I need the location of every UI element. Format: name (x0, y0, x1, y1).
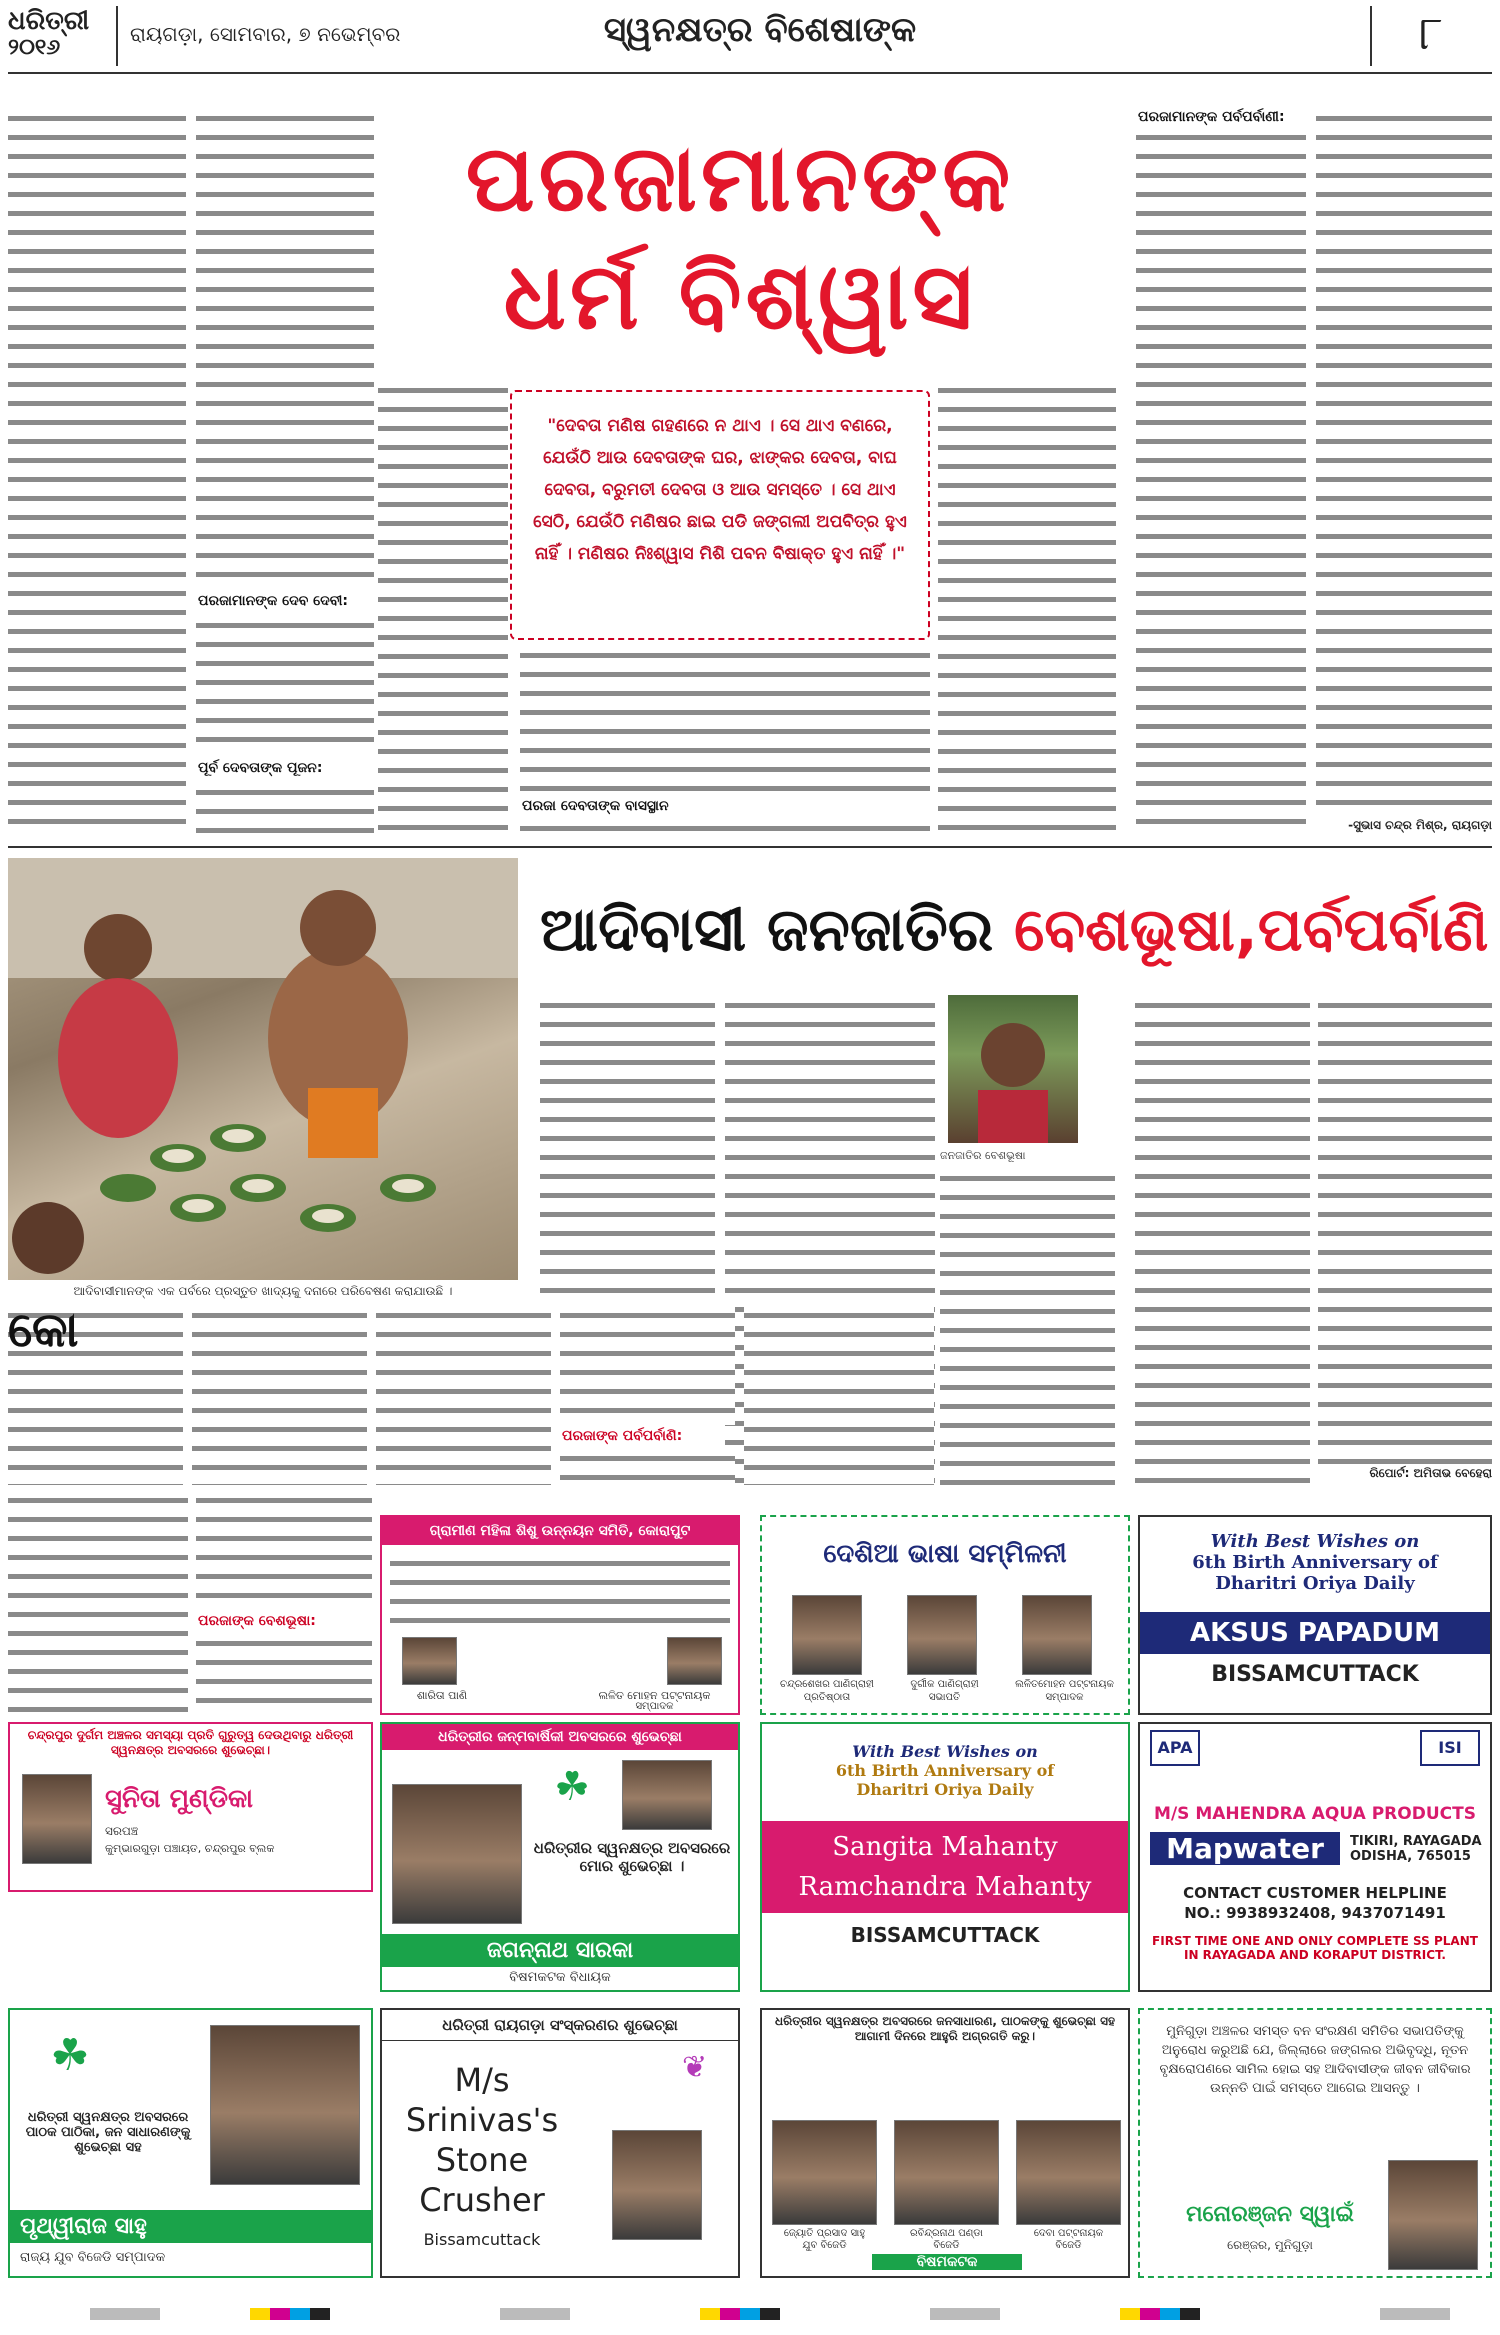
ad6-wishes-1: With Best Wishes on (852, 1742, 1038, 1761)
ad8-role: ରାଜ୍ୟ ଯୁବ ବିଜେଡି ସମ୍ପାଦକ (20, 2250, 166, 2265)
ad1-title: ଗ୍ରାମୀଣ ମହିଳା ଶିଶୁ ଉନ୍ନୟନ ସମିତି, କୋରାପୁଟ (382, 1517, 738, 1545)
article2-column-8 (376, 1305, 551, 1485)
subhead: ପରଜାମାନଙ୍କ ଦେବ ଦେବୀ: (198, 593, 348, 609)
ad10-header: ଧରିତ୍ରୀର ସ୍ୱନକ୍ଷତ୍ର ଅବସରରେ ଜନସାଧାରଣ, ପାଠକଙ୍କୁ ଶୁଭେଚ୍ଛା ସହ ଆଗାମୀ ଦିନରେ ଆହୁରି ଅଗ୍ରଗତି କରୁ। (774, 2014, 1115, 2043)
text-lines (196, 1633, 372, 1713)
article1-headline (350, 120, 1130, 356)
feast-photo (8, 858, 518, 1280)
girl-illustration (948, 995, 1078, 1143)
article2-column-5 (1318, 995, 1492, 1465)
ad2-photo-3 (1022, 1595, 1092, 1675)
ad2-photo-2 (907, 1595, 977, 1675)
text-lines (1136, 127, 1306, 837)
ad-aksus-papadum (1138, 1515, 1492, 1715)
headline-part-2: ବେଶଭୂଷା,ପର୍ବପର୍ବାଣି (1014, 895, 1489, 965)
ad10-p2-name: ରବିନ୍ଦ୍ରନାଥ ପଣ୍ଡା (910, 2228, 983, 2239)
gray-swatch (930, 2308, 1000, 2320)
text-lines (196, 1490, 372, 1610)
ad-srinivas-stone-crusher (380, 2008, 740, 2278)
ad8-photo (210, 2025, 360, 2185)
conch-logo-icon: ☘ (554, 1764, 590, 1810)
text-lines (520, 645, 930, 795)
ad10-p1-role: ଯୁବ ବିଜେଡି (802, 2240, 847, 2251)
tribal-girl-photo (948, 995, 1078, 1143)
ad10-photo-2 (894, 2120, 999, 2225)
ad2-photo-1 (792, 1595, 862, 1675)
ad-mahendra-aqua (1138, 1722, 1492, 1992)
ad4-role: ସରପଞ୍ଚ (105, 1824, 139, 1838)
text-lines (196, 615, 374, 755)
ad2-p2-name: ଦୁର୍ଗୀକ ପାଣିଗ୍ରାହୀ (910, 1679, 979, 1690)
ad5-leader-photo (622, 1760, 712, 1830)
ad9-company-3: Stone (435, 2141, 529, 2179)
subhead: ପରଜାଙ୍କ ବେଶଭୂଷା: (198, 1613, 316, 1629)
ad9-header: ଧରିତ୍ରୀ ରାୟଗଡ଼ା ସଂସ୍କରଣର ଶୁଭେଚ୍ଛା (382, 2010, 738, 2041)
ad3-wishes-3: Dharitri Oriya Daily (1215, 1573, 1415, 1594)
ad5-role: ବିଷମକଟକ ବିଧାୟକ (509, 1970, 611, 1985)
gray-swatch (500, 2308, 570, 2320)
ad10-p3-name: ଦେବା ପଟ୍ଟନାୟକ (1033, 2228, 1104, 2239)
article2-column-10 (744, 1305, 934, 1485)
ad2-p3-role: ସମ୍ପାଦକ (1045, 1692, 1084, 1703)
ad-sunita-mundika (8, 1722, 373, 1892)
text-lines (540, 995, 715, 1295)
ad7-company: M/S MAHENDRA AQUA PRODUCTS (1154, 1804, 1476, 1824)
article2-byline: ରିପୋର୍ଟ: ଅମିତାଭ ବେହେରା (1369, 1466, 1492, 1480)
article2-column-9 (560, 1305, 735, 1485)
article1-column-6 (1136, 108, 1306, 838)
gray-swatch (90, 2308, 160, 2320)
ad1-role-right: ସମ୍ପାଦକ (635, 1701, 674, 1712)
ad6-name-1: Sangita Mahanty (832, 1832, 1058, 1862)
logo-year: ୨୦୧୬ (8, 35, 61, 60)
ad10-p3-role: ବିଜେଡି (1055, 2240, 1082, 2251)
ad9-photo (612, 2130, 702, 2240)
text-lines (744, 1305, 934, 1485)
ad2-p3-name: ଲଳିତମୋହନ ପଟ୍ଟନାୟକ (1015, 1679, 1114, 1690)
ad4-header: ଚନ୍ଦ୍ରପୁର ଦୁର୍ଗମ ଅଞ୍ଚଳର ସମସ୍ୟା ପ୍ରତି ଗୁରୁତ୍ୱ ଦେଉଥିବାରୁ ଧରିତ୍ରୀ ସ୍ୱନକ୍ଷତ୍ର ଅବସରରେ ଶୁଭେଚ୍ଛା। (27, 1728, 354, 1757)
ad7-address: TIKIRI, RAYAGADA ODISHA, 765015 (1350, 1834, 1482, 1864)
ad11-name: ମନୋରଞ୍ଜନ ସ୍ୱାଇଁ (1186, 2202, 1354, 2227)
text-lines (8, 1490, 188, 1715)
pull-quote: "ଦେବତା ମଣିଷ ଗହଣରେ ନ ଥାଏ । ସେ ଥାଏ ବଣରେ, ଯେଉଁଠି ଆଉ ଦେବତାଙ୍କ ଘର, ଝାଙ୍କର ଦେବତା, ବାଘ ଦେବତା, ବରୁମତୀ ଦେବତା ଓ ଆଉ ସମସ୍ତେ । ସେ ଥାଏ ସେଠି, ଯେଉଁଠି ମଣିଷର ଛାଇ ପଡି ଜଙ୍ଗଲୀ ଅପବିତ୍ର ହୁଏ ନାହିଁ । ମଣିଷର ନିଃଶ୍ୱାସ ମିଶି ପବନ ବିଷାକ୍ତ ହୁଏ ନାହିଁ ।" (510, 390, 930, 640)
ad10-photo-1 (772, 2120, 877, 2225)
butterfly-icon: ❦ (682, 2050, 708, 2085)
article1-column-7 (1316, 108, 1492, 818)
article2-column-12 (196, 1490, 372, 1715)
text-lines (192, 1305, 367, 1485)
ad1-text-lines (390, 1553, 730, 1623)
article1-column-1 (8, 108, 186, 838)
text-lines (1135, 995, 1310, 1485)
ad-deshia-language-conference (760, 1515, 1130, 1715)
ad2-title: ଦେଶିଆ ଭାଷା ସମ୍ମିଳନୀ (823, 1539, 1067, 1569)
ad11-role: ରେଞ୍ଜର, ମୁନିଗୁଡ଼ା (1227, 2238, 1313, 2252)
ad-bijadi-wishes (760, 2008, 1130, 2278)
ad5-photo (392, 1784, 522, 1924)
ad6-wishes-2: 6th Birth Anniversary of (835, 1761, 1055, 1780)
ad5-message: ଧରିତ୍ରୀର ସ୍ୱନକ୍ଷତ୍ର ଅବସରରେ ମୋର ଶୁଭେଚ୍ଛା । (533, 1839, 731, 1875)
article1-column-3 (378, 380, 508, 838)
ad5-name: ଜଗନ୍ନାଥ ସାରକା (382, 1934, 738, 1967)
text-lines (520, 818, 930, 838)
headline-part-1: ଆଦିବାସୀ ଜନଜାତିର (540, 895, 994, 965)
date-line: ରାୟଗଡ଼ା, ସୋମବାର, ୭ ନଭେମ୍ବର (130, 22, 401, 46)
isi-logo: ISI (1420, 1730, 1480, 1766)
ad1-name-right: ଲଳିତ ମୋହନ ପଟ୍ଟନାୟକ (598, 1689, 711, 1702)
ad8-name: ପୃଥ୍ୱୀରାଜ ସାହୁ (10, 2210, 371, 2243)
text-lines (196, 782, 374, 838)
text-lines (376, 1305, 551, 1485)
ad-mahanty-wishes (760, 1722, 1130, 1992)
ad4-place: କୁମ୍ଭାରଗୁଡ଼ା ପଞ୍ଚାୟତ, ଚନ୍ଦ୍ରପୁର ବ୍ଲକ (105, 1842, 275, 1855)
drop-cap: କୋ (8, 1305, 79, 1358)
ad3-place: BISSAMCUTTACK (1211, 1662, 1419, 1687)
article2-column-7 (192, 1305, 367, 1485)
section-divider (8, 846, 1492, 848)
ad10-photo-3 (1016, 2120, 1121, 2225)
text-lines (560, 1305, 735, 1425)
ad7-tagline: FIRST TIME ONE AND ONLY COMPLETE SS PLANT IN RAYAGADA AND KORAPUT DISTRICT. (1152, 1934, 1478, 1962)
ad10-p1-name: ଜ୍ୟୋତି ପ୍ରସାଦ ସାହୁ (783, 2228, 866, 2239)
ad11-photo (1388, 2160, 1478, 2270)
ad2-p2-role: ସଭାପତି (928, 1692, 961, 1703)
ad3-wishes-1: With Best Wishes on (1210, 1531, 1420, 1552)
gray-swatch (1380, 2308, 1450, 2320)
ad7-brand: Mapwater (1150, 1832, 1340, 1865)
conch-logo-icon: ☘ (50, 2030, 90, 2081)
article2-column-3 (940, 1168, 1115, 1485)
ad2-p1-name: ଚନ୍ଦ୍ରଶେଖର ପାଣିଗ୍ରାହୀ (780, 1679, 874, 1690)
ad3-brand: AKSUS PAPADUM (1140, 1612, 1490, 1654)
photo-caption: ଆଦିବାସୀମାନଙ୍କ ଏକ ପର୍ବରେ ପ୍ରସ୍ତୁତ ଖାଦ୍ୟକୁ ଦନାରେ ପରିବେଷଣ କରାଯାଉଛି । (73, 1284, 453, 1298)
subhead: ପରଜାଙ୍କ ପର୍ବପର୍ବାଣି: (562, 1428, 683, 1444)
ad-manoranjan-swain (1138, 2008, 1492, 2278)
ad1-photo-left (402, 1637, 457, 1685)
ad6-wishes-3: Dharitri Oriya Daily (856, 1780, 1034, 1799)
ad-womens-development (380, 1515, 740, 1715)
ad-jagannath-saraka (380, 1722, 740, 1992)
masthead-logo (8, 6, 118, 66)
article2-column-6 (8, 1305, 183, 1485)
masthead-divider (8, 72, 1492, 74)
ad4-photo (22, 1774, 92, 1864)
apa-logo: APA (1150, 1730, 1200, 1766)
ad10-p2-role: ବିଜେଡି (933, 2240, 960, 2251)
article1-column-2 (196, 108, 374, 838)
cmyk-swatch (250, 2308, 330, 2320)
ad2-p1-role: ପ୍ରତିଷ୍ଠାତା (803, 1692, 851, 1703)
article2-column-11 (8, 1490, 188, 1715)
subhead: ପରଜା ଦେବତାଙ୍କ ବାସସ୍ଥାନ (522, 798, 669, 814)
ad1-name-left: ଶାରିତା ପାଣି (416, 1689, 468, 1702)
article1-column-5 (938, 380, 1116, 838)
article1-byline: -ସୁଭାସ ଚନ୍ଦ୍ର ମିଶ୍ର, ରାୟଗଡ଼ା (1348, 818, 1492, 832)
print-registration-bar (0, 2300, 1500, 2330)
subhead: ପୂର୍ବ ଦେବତାଙ୍କ ପୂଜନ: (198, 760, 323, 776)
headline-line-1: ପରଜାମାନଙ୍କ (465, 125, 1015, 232)
cmyk-swatch (1120, 2308, 1200, 2320)
ad7-helpline-label: CONTACT CUSTOMER HELPLINE (1183, 1884, 1447, 1902)
article2-column-1 (540, 995, 715, 1295)
girl-caption: ଜନଜାତିର ବେଶଭୂଷା (940, 1149, 1026, 1162)
text-lines (1318, 995, 1492, 1465)
ad1-photo-right (667, 1637, 722, 1685)
text-lines (378, 380, 508, 838)
page-number: ୮ (1370, 6, 1490, 66)
text-lines (1316, 108, 1492, 818)
text-lines (938, 380, 1116, 838)
headline-line-2: ଧର୍ମ ବିଶ୍ୱାସ (503, 243, 977, 350)
ad9-place: Bissamcuttack (423, 2230, 541, 2249)
cmyk-swatch (700, 2308, 780, 2320)
ad3-wishes-2: 6th Birth Anniversary of (1192, 1552, 1438, 1573)
logo-text: ଧରିତ୍ରୀ (8, 6, 90, 36)
subhead: ପରଜାମାନଙ୍କ ପର୍ବପର୍ବାଣୀ: (1138, 109, 1285, 125)
ad-prithviraj-sahu (8, 2008, 373, 2278)
ad8-message: ଧରିତ୍ରୀ ସ୍ୱନକ୍ଷତ୍ର ଅବସରରେ ପାଠକ ପାଠିକା, ଜନ ସାଧାରଣଙ୍କୁ ଶୁଭେଚ୍ଛା ସହ (25, 2110, 191, 2155)
text-lines (560, 1448, 735, 1485)
ad9-company-1: M/s (454, 2061, 510, 2099)
article2-headline (540, 880, 1500, 980)
ad7-helpline-no: NO.: 9938932408, 9437071491 (1184, 1904, 1446, 1922)
ad9-company-2: Srinivas's (405, 2101, 559, 2139)
ad10-footer: ବିଷମକଟକ (872, 2254, 1022, 2270)
text-lines (196, 108, 374, 588)
article2-column-4 (1135, 995, 1310, 1485)
section-title: ସ୍ୱନକ୍ଷତ୍ର ବିଶେଷାଙ୍କ (603, 10, 917, 50)
ad6-name-2: Ramchandra Mahanty (798, 1872, 1092, 1902)
ad9-company-4: Crusher (419, 2181, 545, 2219)
text-lines (8, 108, 186, 838)
text-lines (940, 1168, 1115, 1485)
ad6-place: BISSAMCUTTACK (850, 1923, 1040, 1947)
article1-column-4 (520, 645, 930, 838)
ad5-header: ଧରିତ୍ରୀର ଜନ୍ମବାର୍ଷିକୀ ଅବସରରେ ଶୁଭେଚ୍ଛା (382, 1724, 738, 1750)
ad4-name: ସୁନିତା ମୁଣ୍ଡିକା (105, 1784, 254, 1814)
feast-photo-illustration (8, 858, 518, 1280)
ad11-message: ମୁନିଗୁଡ଼ା ଅଞ୍ଚଳର ସମସ୍ତ ବନ ସଂରକ୍ଷଣ ସମିତିର ସଭାପତିଙ୍କୁ ଅନୁରୋଧ କରୁଅଛି ଯେ, ଜିଲ୍ଲାରେ ଜଙ୍ଗଲର ଅଭିବୃଦ୍ଧି, ନୂତନ ବୃକ୍ଷରୋପଣରେ ସାମିଲ ହୋଇ ସହ ଆଦିବାସୀଙ୍କ ଜୀବନ ଜୀବିକାର ଉନ୍ନତି ପାଇଁ ସମସ୍ତେ ଆଗେଇ ଆସନ୍ତୁ । (1159, 2024, 1471, 2096)
